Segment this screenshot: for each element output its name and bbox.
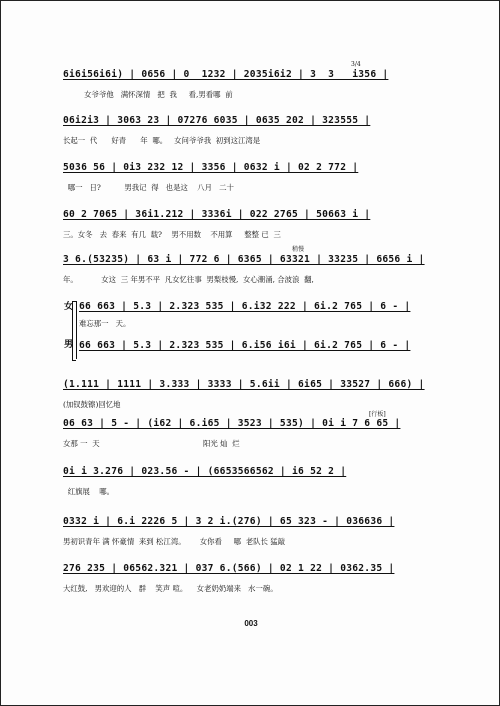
notation-line: (1.111 | 1111 | 3.333 | 3333 | 5.6ii | 6i65 | 33527 | 666) | [63,379,425,390]
notation-line: 0i i 3.276 | 023.56 - | (6653566562 | i6 52 2 | [63,466,347,477]
score-system-6 [79,301,463,329]
notation-line: 6i6i56i6i) | 0656 | 0 1232 | 2035i6i2 | 3 3 i356 | [63,69,389,80]
lyric-line: 女那 一 天 阳光 灿 烂 [63,439,240,448]
notation-line: 5036 56 | 0i3 232 12 | 3356 | 0632 i | 02 2 772 | [63,162,359,173]
score-system-2 [63,115,463,146]
lyric-line: 长起一 代 好青 年 哪。 女问爷爷我 初到这江湾是 [63,136,261,145]
lyric-line: (加钗鼓镲)回忆地 [63,400,121,409]
lyric-line [79,361,463,371]
lyric-line: 三。女冬 去 春来 有几 载? 男不用数 不用算 整整 已 三 [63,230,281,239]
notation-line: 06i2i3 | 3063 23 | 07276 6035 | 0635 202 | 323555 | [63,115,371,126]
notation-line: 276 235 | 06562.321 | 037 6.(566) | 02 1 22 | 0362.35 | [63,563,395,574]
page-number: 003 [244,619,258,628]
score-system-9 [63,418,463,449]
voice-label-female: 女 [64,302,74,312]
notation-line: 66 663 | 5.3 | 2.323 535 | 6.i56 i6i | 6i.2 765 | 6 - | [79,340,411,351]
notation-line: 0332 i | 6.i 2226 5 | 3 2 i.(276) | 65 323 - | 036636 | [63,516,395,527]
system-line [76,301,77,359]
score-system-1 [63,69,463,100]
lyric-line: 难忘那一 天。 [79,319,131,328]
tempo-mark: 稍慢 [292,246,305,253]
section-mark: [行板] [369,411,386,418]
key-signature-mark: 3/4 [351,61,361,68]
score-system-11 [63,516,463,547]
lyric-line: 哪一 日? 男我记 得 也是这 八月 二十 [63,183,234,192]
score-system-4 [63,209,463,240]
notation-line: 06 63 | 5 - | (i62 | 6.i65 | 3523 | 535) | 0i i 7 6 65 | [63,418,401,429]
score-system-3 [63,162,463,193]
lyric-line: 年。 女这 三 年男不平 凡女忆往事 男梨枝慢, 女心潮涌, 合波浪 翻, [63,275,314,284]
score-system-10 [63,466,463,497]
lyric-line: 红旗展 哪。 [63,487,115,496]
score-system-8 [63,379,463,410]
score-system-5 [63,254,463,285]
notation-line: 60 2 7065 | 36i1.212 | 3336i | 022 2765 | 50663 i | [63,209,371,220]
lyric-line: 男初识青年 满 怀豪情 来到 松江湾。 女你看 哪 老队长 猛敲 [63,537,286,546]
notation-line: 3 6.(53235) | 63 i | 772 6 | 6365 | 63321 | 33235 | 6656 i | [63,254,425,265]
score-system-7 [79,340,463,371]
voice-label-male: 男 [64,340,74,350]
score-system-12 [63,563,463,594]
lyric-line: 大红鼓, 男欢迎的人 群 笑声 喧。 女老奶奶端来 水一碗。 [63,584,278,593]
notation-line: 66 663 | 5.3 | 2.323 535 | 6.i32 222 | 6i.2 765 | 6 - | [79,301,411,312]
lyric-line: 女爷爷他 满怀深情 把 我 看,男看哪 前 [63,90,233,99]
